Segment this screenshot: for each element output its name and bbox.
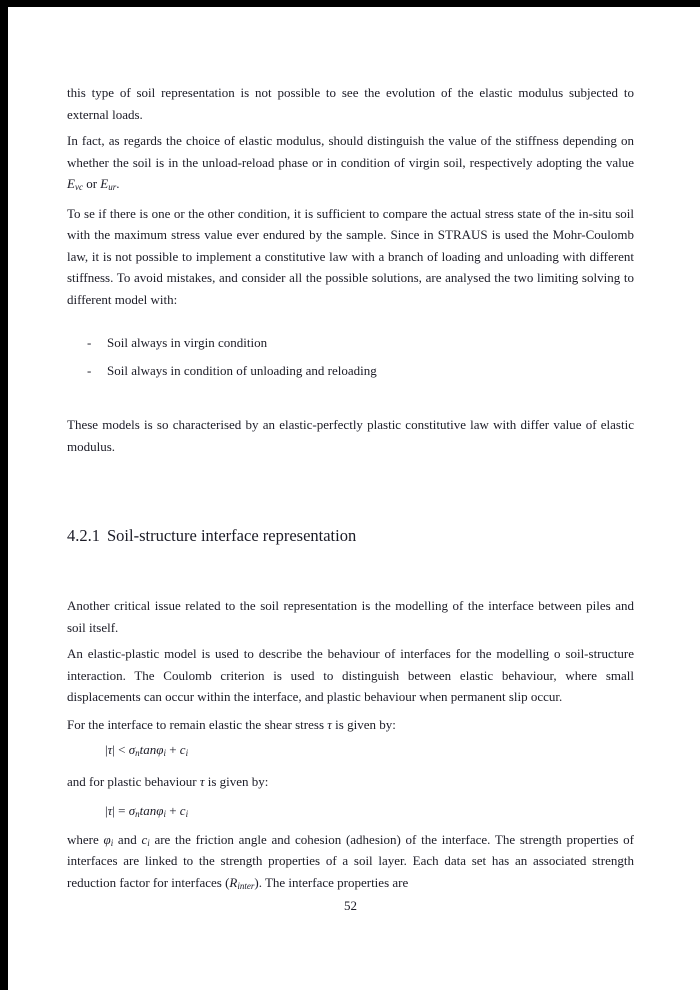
formula-plastic-condition: $|\tau| = \sigma_n\tan\varphi_i + c_i$ [105, 803, 189, 819]
paragraph-interface-critical-issue: Another critical issue related to the soil representation is the modelling of the interface between piles and soil itself. [67, 598, 634, 635]
bullet-text: Soil always in condition of unloading and reloading [107, 362, 377, 378]
paragraph-plastic-behaviour-intro: and for plastic behaviour τ is given by: [67, 773, 269, 789]
paragraph-stress-state-comparison: To se if there is one or the other condition, it is sufficient to compare the actual stress state of the in-situ soil with the maximum stress value ever endured by the sample. Since in STRAUS is used the Mohr-Coulomb law, it is not possible to implement a constitutive law with a branch of loading and unloading with different stiffness. To avoid mistakes, and consider all the possible solutions, are analysed the two limiting solving to different model with: [67, 205, 634, 307]
bullet-item-unloading-reloading [67, 360, 634, 382]
bullet-text: Soil always in virgin condition [107, 335, 268, 350]
document-page [8, 7, 700, 990]
bullet-item-virgin-condition [67, 332, 634, 354]
paragraph-elastic-plastic-model: An elastic-plastic model is used to describe the behaviour of interfaces for the modelling o soil-structure interaction. The Coulomb criterion is used to distinguish between elastic behaviour, where small displacements can occur within the interface, and plastic behaviour when permanent slip occur. [67, 646, 634, 704]
page-number: 52 [344, 898, 357, 913]
paragraph-continuation: this type of soil representation is not possible to see the evolution of the elastic modulus subjected to external loads. [67, 85, 634, 122]
bullet-dash: - [87, 335, 92, 350]
page-content [67, 7, 634, 917]
paragraph-elastic-modulus-choice: In fact, as regards the choice of elastic modulus, should distinguish the value of the stiffness depending on whether the soil is in the unload-reload phase or in condition of virgin soil, respectively adopting the value $E_{vc}$ or $E_{ur}$. [67, 133, 634, 192]
section-heading [67, 523, 634, 549]
paragraph-models-characterised: These models is so characterised by an elastic-perfectly plastic constitutive law with differ value of elastic modulus. [67, 417, 634, 454]
formula-elastic-condition: $|\tau| < \sigma_n\tan\varphi_i + c_i$ [105, 742, 189, 758]
section-number: 4.2.1 [67, 526, 100, 545]
paragraph-interface-strength-properties: where $\varphi_i$ and $c_i$ are the friction angle and cohesion (adhesion) of the interface. The strength properties of interfaces are linked to the strength properties of a soil layer. Each data set has an associated strength reduction factor for interfaces $(R_{inter})$. The interface properties are [67, 831, 634, 891]
paragraph-elastic-shear-stress-intro: For the interface to remain elastic the shear stress τ is given by: [67, 716, 396, 732]
bullet-dash: - [87, 362, 92, 378]
section-title: Soil-structure interface representation [107, 526, 357, 545]
